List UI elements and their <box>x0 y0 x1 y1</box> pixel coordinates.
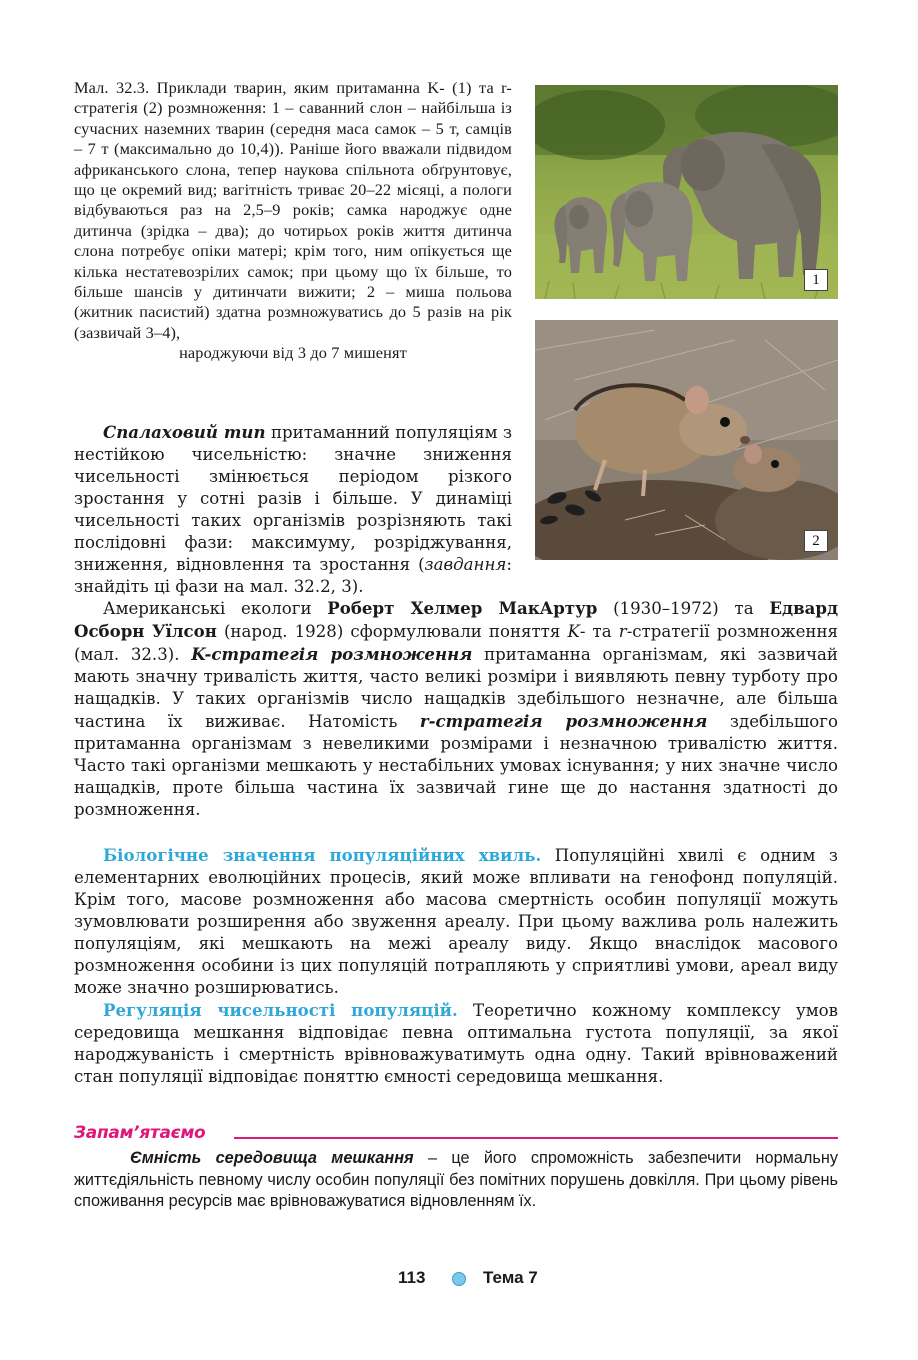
para2-text-2: (1930–1972) та <box>597 599 770 618</box>
para4-text: Теоретично кожному комплексу умов середовища мешкання відповідає певна оптимальна густота популяції, за якої народжуваність і смертність врівноважуватимуть одна одну. Такий врівноважений стан популяції відповідає поняттю ємності середовища мешкання. <box>74 1001 838 1086</box>
para3-text: Популяційні хвилі є одним з елементарних еволюційних процесів, який може впливати на генофонд популяцій. Крім того, масове розмноження або масова смертність особин популяції можуть зумовлювати розширення або звуження ареалу. При цьому важлива роль належить популяціям, які мешкають на межі ареалу виду. Якщо внаслідок масового розмноження особини із цих популяцій потрапляють у сприятливі умови, ареал виду може значно розширюватись. <box>74 846 838 997</box>
mouse-illustration <box>535 320 838 560</box>
scientist-macarthur: Роберт Хелмер МакАртур <box>327 598 598 618</box>
heading-population-waves: Біологічне значення популяційних хвиль. <box>103 845 542 865</box>
remember-label: Запам’ятаємо <box>74 1123 206 1143</box>
task-text: : знайдіть ці фази на мал. 32.2, 3). <box>74 555 512 596</box>
remember-divider <box>234 1137 838 1139</box>
term-k-strategy: K-стратегія розмноження <box>191 644 473 664</box>
figure-caption <box>74 78 512 364</box>
para1-text: притаманний популяціям з нестійкою чисельністю: значне зниження чисельності змінюється періодом різкого зростання у сотні разів і більше. У динаміці чисельності таких організмів розрізняють такі послідовні фази: максимуму, розріджування, зниження, відновлення та зростання ( <box>74 423 513 574</box>
k-letter: K <box>567 622 580 641</box>
para2-text-5: -стратегії розмноження (мал. 32.3). <box>74 622 838 664</box>
photo-number-2: 2 <box>804 530 828 552</box>
paragraph-strategies <box>74 597 838 821</box>
photo-number-1: 1 <box>804 269 828 291</box>
caption-text: Мал. 32.3. Приклади тварин, яким притаманна K- (1) та r-стратегія (2) розмноження: 1 – саванний слон – найбільша із сучасних наземних тварин (середня маса самок – 5 т, самців – 7 т (максимально до 10,4)). Раніше його вважали підвидом африканського слона, тепер наукова спільнота обґрунтовує, що це окремий вид; вагітність триває 20–22 місяці, а пологи відбуваються раз на 2,5–9 років; самка народжує одне дитинча (зрідка – два); до чотирьох років життя дитинча слона потребує опіки матері; крім того, ним опікується ще кілька нестатевозрілих самок; при цьому що їх більше, то більше шансів у дитинчати вижити; 2 – миша польова (житник пасистий) здатна розмножуватись до 5 разів на рік (зазвичай 3–4), <box>74 78 512 342</box>
heading-regulation: Регуляція чисельності популяцій. <box>103 1000 458 1020</box>
paragraph-burst-type <box>74 421 512 598</box>
scientist-wilson: Едвард Осборн Уїлсон <box>74 598 839 641</box>
term-capacity: Ємність середовища мешкання <box>130 1149 414 1167</box>
paragraph-regulation <box>74 999 838 1088</box>
topic-label: Тема 7 <box>483 1268 538 1287</box>
para2-text-7: здебільшого притаманна організмам з невеликими розмірами і незначною тривалістю життя. Часто такі організми мешкають у нестабільних умовах існування; у них значне число нащадків, проте більша частина їх зазвичай гине ще до настання здатності до розмноження. <box>74 712 838 819</box>
page-footer <box>0 1268 918 1292</box>
para2-text-1: Американські екологи <box>103 599 328 618</box>
elephant-illustration <box>535 85 838 299</box>
paragraph-population-waves <box>74 844 838 999</box>
remember-header <box>74 1122 838 1146</box>
para2-text-6: притаманна організмам, які зазвичай мають значну тривалість життя, часто великі розміри і виявляють певну турботу про нащадків. У таких організмів число нащадків здебільшого незначне, але більша частина їх виживає. Натомість <box>74 645 838 731</box>
r-letter: r <box>618 622 627 641</box>
term-burst-type: Спалаховий тип <box>103 422 266 442</box>
para2-text-3: (народ. 1928) сформулювали поняття <box>216 622 568 641</box>
mouse-photo <box>535 320 838 560</box>
remember-body: – це його спроможність забезпечити нормальну життєдіяльність певному числу особин популяції без помітних порушень довкілля. При цьому рівень споживання ресурсів має врівноважуватися відновленням їх. <box>74 1149 838 1210</box>
elephant-photo <box>535 85 838 299</box>
term-r-strategy: r-стратегія розмноження <box>419 711 708 731</box>
footer-dot-icon <box>452 1272 466 1286</box>
task-word: завдання <box>424 555 507 574</box>
para2-text-4: - та <box>579 622 619 641</box>
remember-definition <box>74 1148 838 1213</box>
page-number: 113 <box>398 1268 426 1287</box>
caption-last-line: народжуючи від 3 до 7 мишенят <box>179 343 407 363</box>
